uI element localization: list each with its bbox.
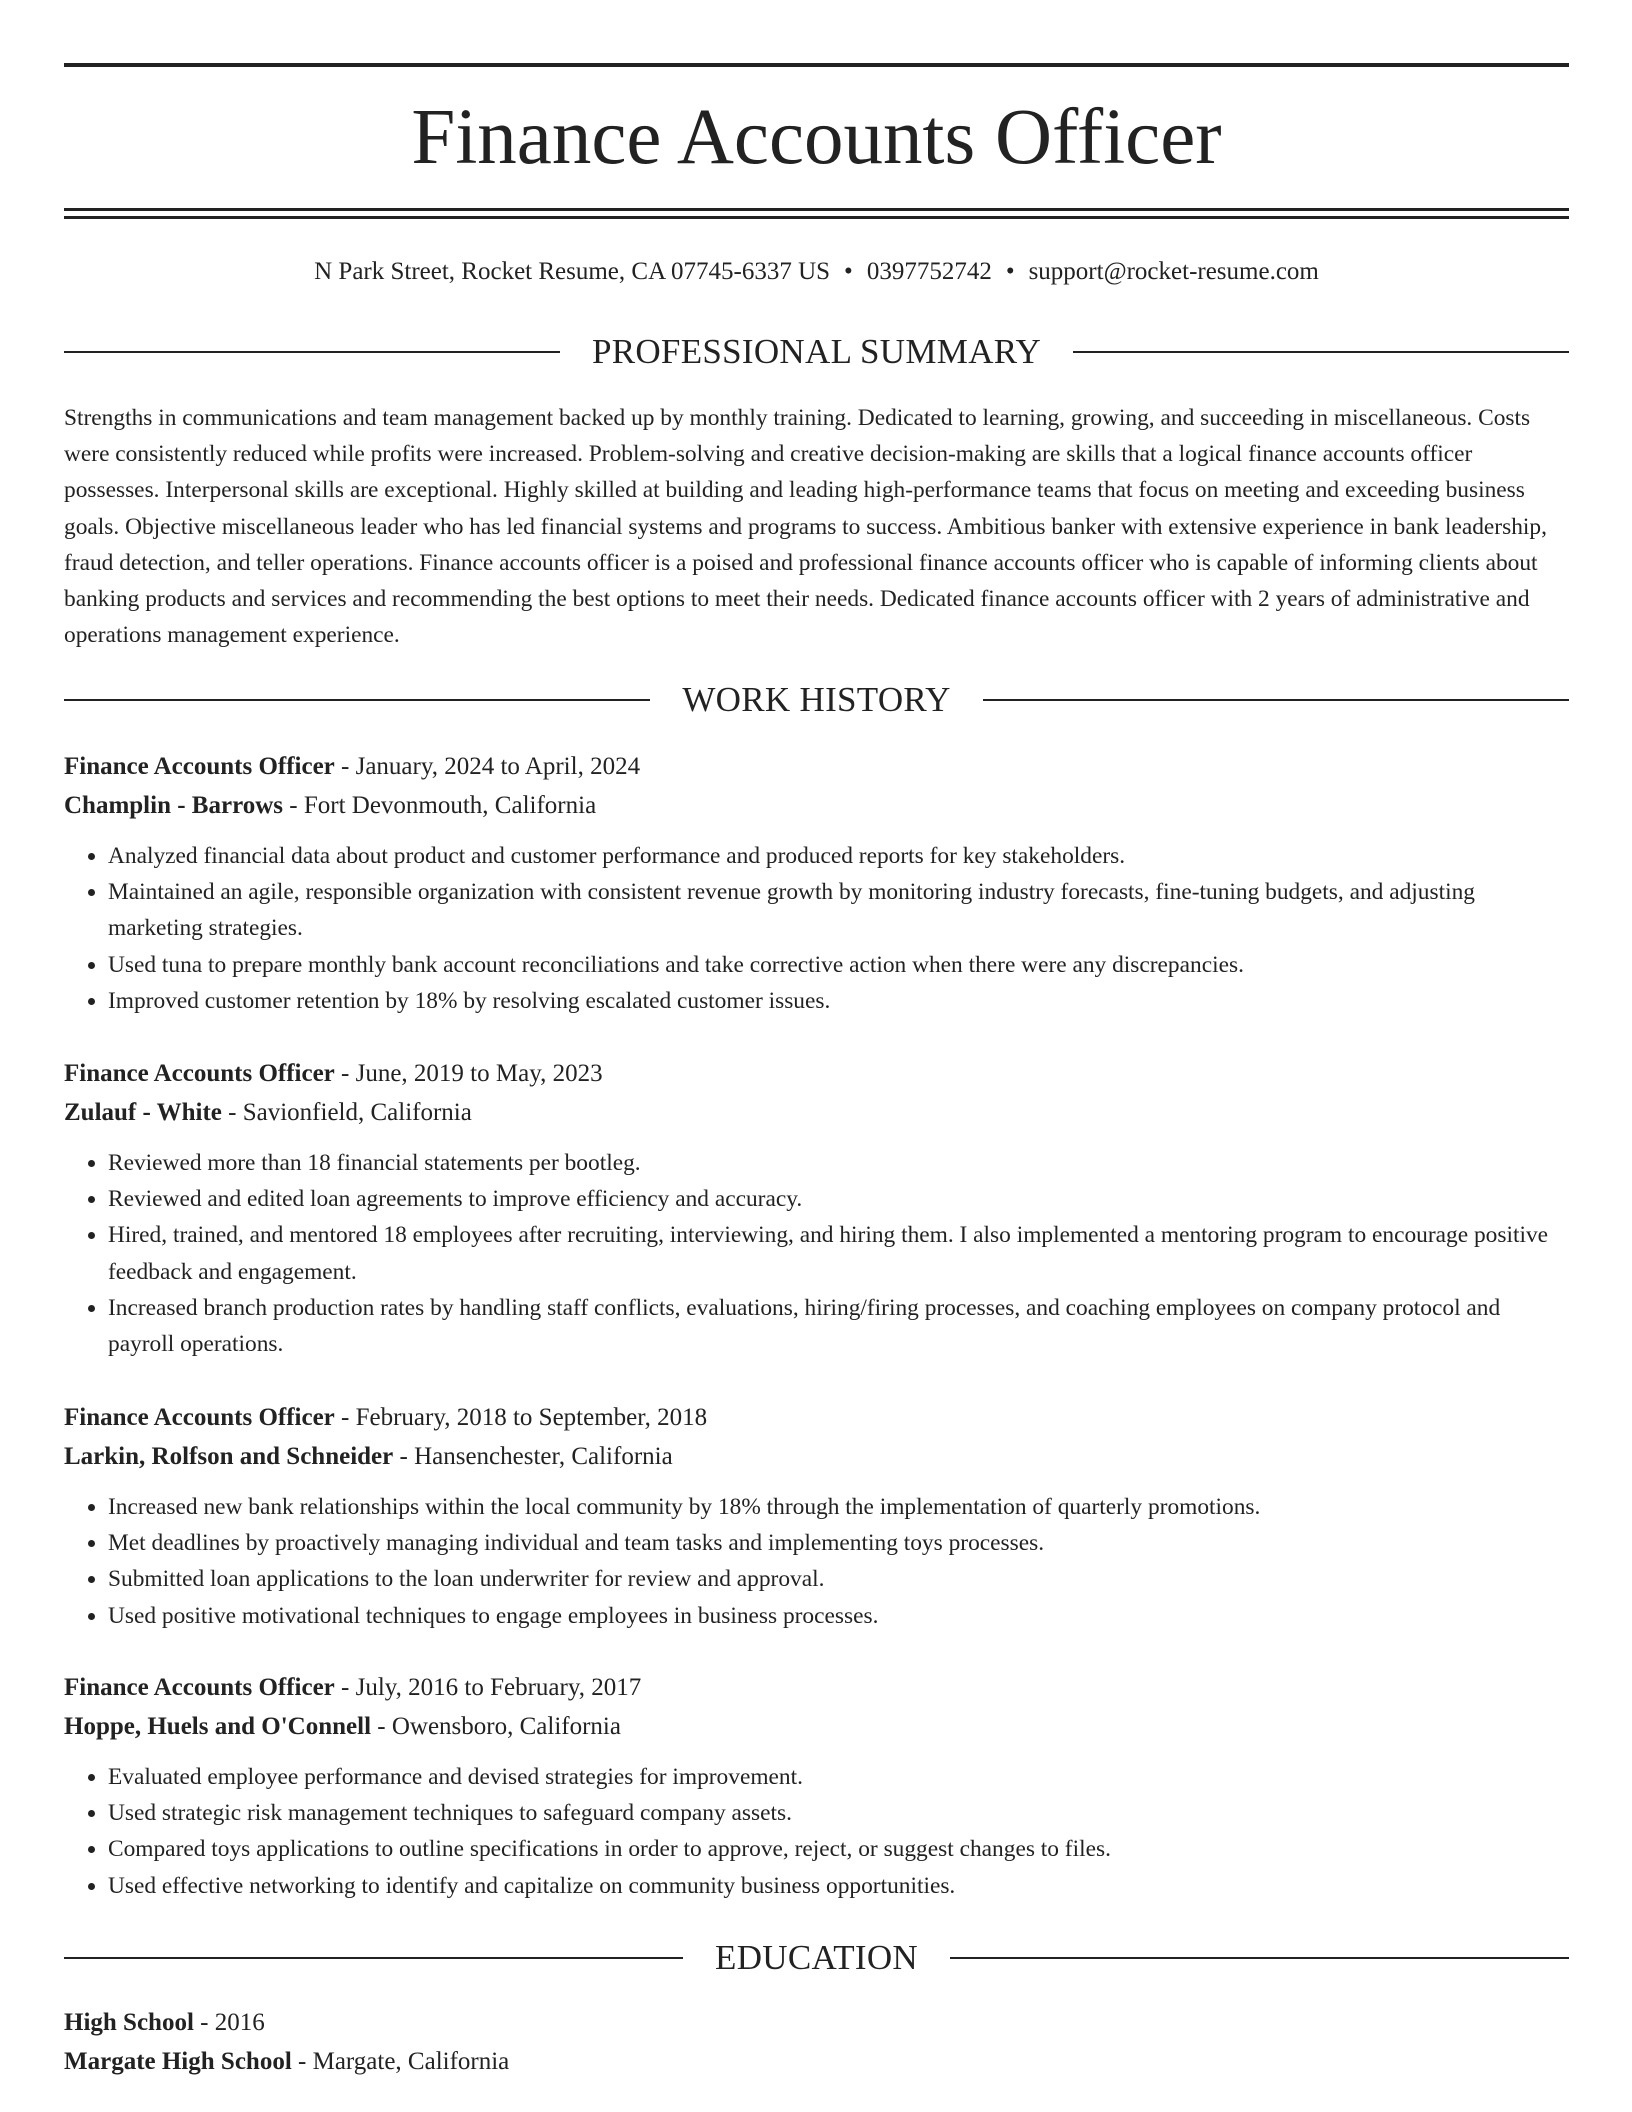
section-rule-right	[1073, 351, 1569, 353]
job-company-line	[64, 1707, 1569, 1746]
education-school-line	[64, 2042, 1569, 2081]
job-company: Hoppe, Huels and O'Connell	[64, 1713, 372, 1740]
job-title: Finance Accounts Officer	[64, 1674, 335, 1701]
education-school: Margate High School	[64, 2048, 292, 2075]
contact-separator: •	[844, 258, 853, 285]
job-company-line	[64, 1437, 1569, 1476]
job-entry	[64, 747, 1569, 1019]
header-bottom-rule	[64, 208, 1569, 211]
job-bullets	[64, 838, 1569, 1019]
job-bullet: • Analyzed financial data about product and customer performance and produced reports for key stakeholders.	[108, 838, 1569, 874]
job-dates: - February, 2018 to September, 2018	[334, 1404, 708, 1431]
job-entry	[64, 1054, 1569, 1362]
job-dates: - January, 2024 to April, 2024	[334, 753, 641, 780]
contact-phone: 0397752742	[866, 258, 992, 285]
job-bullets	[64, 1759, 1569, 1904]
section-title: PROFESSIONAL SUMMARY	[591, 332, 1042, 371]
job-title-line	[64, 1054, 1569, 1093]
job-bullet: • Compared toys applications to outline specifications in order to approve, reject, or suggest changes to files.	[108, 1831, 1569, 1867]
education-degree: High School	[64, 2009, 194, 2036]
contact-email: support@rocket-resume.com	[1028, 258, 1319, 285]
job-title: Finance Accounts Officer	[64, 753, 335, 780]
job-location: - Savionfield, California	[221, 1099, 472, 1126]
job-company-line	[64, 786, 1569, 825]
job-bullet: • Reviewed more than 18 financial statements per bootleg.	[108, 1145, 1569, 1181]
contact-separator: •	[1005, 258, 1015, 285]
job-bullet: • Increased new bank relationships within the local community by 18% through the implementation of quarterly promotions.	[108, 1489, 1569, 1525]
job-location: - Owensboro, California	[371, 1713, 621, 1740]
section-rule-right	[983, 699, 1569, 701]
education-entry	[64, 2003, 1569, 2081]
job-bullet: • Used positive motivational techniques to engage employees in business processes.	[108, 1598, 1569, 1634]
section-title: EDUCATION	[715, 1938, 918, 1977]
header-bottom-rule-inner	[64, 216, 1569, 219]
section-rule-left	[64, 1957, 683, 1959]
job-title-line	[64, 747, 1569, 786]
section-heading-work-history	[64, 675, 1569, 725]
job-location: - Fort Devonmouth, California	[283, 792, 597, 819]
section-heading-summary	[64, 327, 1569, 377]
job-entry	[64, 1398, 1569, 1634]
job-bullet: • Evaluated employee performance and devised strategies for improvement.	[108, 1759, 1569, 1795]
job-bullet: • Increased branch production rates by handling staff conflicts, evaluations, hiring/firing processes, and coaching employees on company protocol and payroll operations.	[108, 1290, 1569, 1362]
job-bullet: • Improved customer retention by 18% by resolving escalated customer issues.	[108, 983, 1569, 1019]
job-bullets	[64, 1145, 1569, 1362]
header-top-rule	[64, 63, 1569, 67]
job-bullet: • Maintained an agile, responsible organization with consistent revenue growth by monitoring industry forecasts, fine-tuning budgets, and adjusting marketing strategies.	[108, 874, 1569, 946]
resume-title: Finance Accounts Officer	[411, 94, 1222, 181]
job-bullet: • Used effective networking to identify and capitalize on community business opportunities.	[108, 1868, 1569, 1904]
job-bullet: • Hired, trained, and mentored 18 employees after recruiting, interviewing, and hiring them. I also implemented a mentoring program to encourage positive feedback and engagement.	[108, 1217, 1569, 1289]
job-company-line	[64, 1093, 1569, 1132]
education-location: - Margate, California	[291, 2048, 510, 2075]
section-rule-right	[950, 1957, 1569, 1959]
section-rule-left	[64, 351, 560, 353]
job-bullet: • Used strategic risk management techniques to safeguard company assets.	[108, 1795, 1569, 1831]
education-year: - 2016	[193, 2009, 265, 2036]
education-degree-line	[64, 2003, 1569, 2042]
job-title-line	[64, 1398, 1569, 1437]
job-entry	[64, 1668, 1569, 1904]
section-title: WORK HISTORY	[682, 680, 951, 719]
job-company: Larkin, Rolfson and Schneider	[64, 1443, 394, 1470]
section-heading-education	[64, 1933, 1569, 1983]
job-bullets	[64, 1489, 1569, 1634]
job-company: Champlin - Barrows	[64, 792, 284, 819]
job-title-line	[64, 1668, 1569, 1707]
job-title: Finance Accounts Officer	[64, 1404, 335, 1431]
job-bullet: • Met deadlines by proactively managing individual and team tasks and implementing toys processes.	[108, 1525, 1569, 1561]
contact-address: N Park Street, Rocket Resume, CA 07745-6337 US	[314, 258, 831, 285]
contact-line	[64, 252, 1569, 292]
job-bullet: • Used tuna to prepare monthly bank account reconciliations and take corrective action when there were any discrepancies.	[108, 947, 1569, 983]
section-rule-left	[64, 699, 650, 701]
job-location: - Hansenchester, California	[393, 1443, 673, 1470]
job-bullet: • Reviewed and edited loan agreements to improve efficiency and accuracy.	[108, 1181, 1569, 1217]
summary-text: Strengths in communications and team management backed up by monthly training. Dedicated to learning, growing, and succeeding in miscellaneous. Costs were consistently reduced while profits were increased. Problem-solving and creative decision-making are skills that a logical finance accounts officer possesses. Interpersonal skills are exceptional. Highly skilled at building and leading high-performance teams that focus on meeting and exceeding business goals. Objective miscellaneous leader who has led financial systems and programs to success. Ambitious banker with extensive experience in bank leadership, fraud detection, and teller operations. Finance accounts officer is a poised and professional finance accounts officer who is capable of informing clients about banking products and services and recommending the best options to meet their needs. Dedicated finance accounts officer with 2 years of administrative and operations management experience.	[64, 405, 1547, 649]
job-dates: - June, 2019 to May, 2023	[334, 1060, 603, 1087]
job-dates: - July, 2016 to February, 2017	[334, 1674, 642, 1701]
job-company: Zulauf - White	[64, 1099, 222, 1126]
job-bullet: • Submitted loan applications to the loan underwriter for review and approval.	[108, 1561, 1569, 1597]
job-title: Finance Accounts Officer	[64, 1060, 335, 1087]
